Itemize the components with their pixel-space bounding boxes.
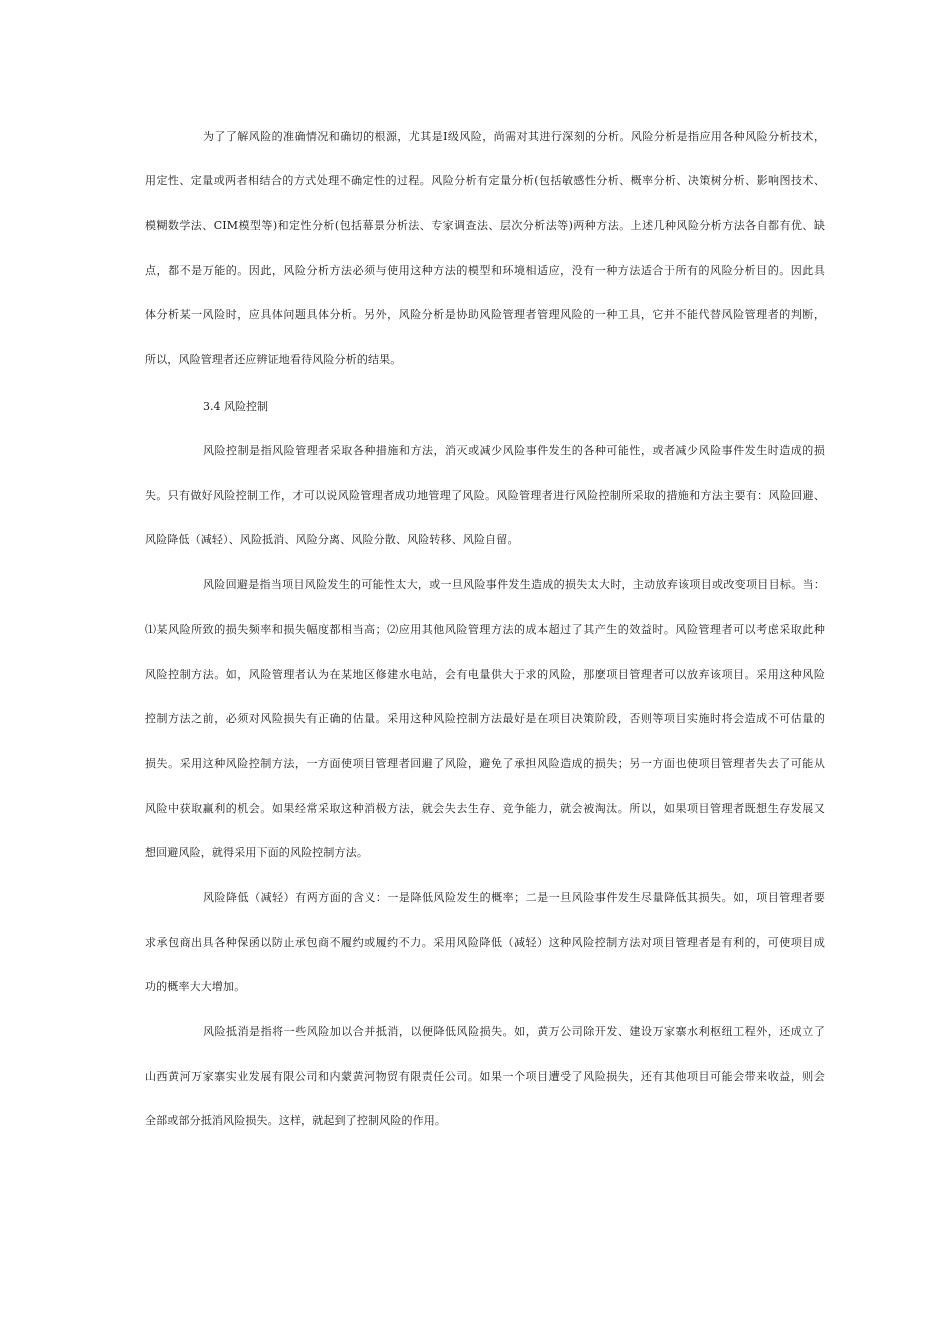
paragraph-3-line-7: 想回避风险，就得采用下面的风险控制方法。: [145, 846, 368, 859]
paragraph-3-line-1: 风险回避是指当项目风险发生的可能性太大，或一旦风险事件发生造成的损失太大时，主动放弃该项目或改变项目目标。当：: [203, 578, 825, 591]
paragraph-5-line-1: 风险抵消是指将一些风险加以合并抵消，以便降低风险损失。如，黄万公司除开发、建设万家寨水利枢纽工程外，还成立了: [203, 1025, 825, 1038]
paragraph-2-line-1: 风险控制是指风险管理者采取各种措施和方法，消灭或减少风险事件发生的各种可能性，或者减少风险事件发生时造成的损: [203, 444, 825, 457]
paragraph-1-line-1: 为了了解风险的准确情况和确切的根源，尤其是Ⅰ级风险，尚需对其进行深刻的分析。风险分析是指应用各种风险分析技术，: [203, 130, 825, 143]
paragraph-5-line-2: 山西黄河万家寨实业发展有限公司和内蒙黄河物贸有限责任公司。如果一个项目遭受了风险损失，还有其他项目可能会带来收益，则会: [145, 1070, 825, 1083]
paragraph-3-line-4: 控制方法之前，必须对风险损失有正确的估量。采用这种风险控制方法最好是在项目决策阶段，否则等项目实施时将会造成不可估量的: [145, 712, 825, 725]
paragraph-4-line-1: 风险降低（减轻）有两方面的含义：一是降低风险发生的概率；二是一旦风险事件发生尽量降低其损失。如，项目管理者要: [203, 891, 825, 904]
paragraph-4-line-3: 功的概率大大增加。: [145, 980, 246, 993]
paragraph-5-line-3: 全部或部分抵消风险损失。这样，就起到了控制风险的作用。: [145, 1114, 447, 1127]
paragraph-1-line-2: 用定性、定量或两者相结合的方式处理不确定性的过程。风险分析有定量分析(包括敏感性分析、概率分析、决策树分析、影响图技术、: [145, 174, 825, 187]
section-heading: 3.4 风险控制: [203, 400, 268, 413]
paragraph-1-line-5: 体分析某一风险时，应具体问题具体分析。另外，风险分析是协助风险管理者管理风险的一种工具，它并不能代替风险管理者的判断，: [145, 308, 825, 321]
paragraph-3-line-5: 损失。采用这种风险控制方法，一方面使项目管理者回避了风险，避免了承担风险造成的损失；另一方面也使项目管理者失去了可能从: [145, 757, 825, 770]
paragraph-2-line-2: 失。只有做好风险控制工作，才可以说风险管理者成功地管理了风险。风险管理者进行风险控制所采取的措施和方法主要有：风险回避、: [145, 489, 825, 502]
paragraph-4-line-2: 求承包商出具各种保函以防止承包商不履约或履约不力。采用风险降低（减轻）这种风险控制方法对项目管理者是有利的，可使项目成: [145, 936, 825, 949]
paragraph-3-line-3: 风险控制方法。如，风险管理者认为在某地区修建水电站，会有电量供大于求的风险，那麼项目管理者可以放弃该项目。采用这种风险: [145, 668, 825, 681]
paragraph-1-line-6: 所以，风险管理者还应辨证地看待风险分析的结果。: [145, 353, 402, 366]
paragraph-3-line-6: 风险中获取赢利的机会。如果经常采取这种消极方法，就会失去生存、竞争能力，就会被淘汰。所以，如果项目管理者既想生存发展又: [145, 802, 825, 815]
paragraph-3-line-2: ⑴某风险所致的损失频率和损失幅度都相当高；⑵应用其他风险管理方法的成本超过了其产生的效益时。风险管理者可以考虑采取此种: [145, 623, 825, 636]
paragraph-1-line-3: 模糊数学法、CIM模型等)和定性分析(包括幕景分析法、专家调查法、层次分析法等)两种方法。上述几种风险分析方法各自都有优、缺: [145, 219, 825, 232]
paragraph-1-line-4: 点，都不是万能的。因此，风险分析方法必须与使用这种方法的模型和环境相适应，没有一种方法适合于所有的风险分析目的。因此具: [145, 264, 825, 277]
paragraph-2-line-3: 风险降低（减轻）、风险抵消、风险分离、风险分散、风险转移、风险自留。: [145, 533, 519, 546]
